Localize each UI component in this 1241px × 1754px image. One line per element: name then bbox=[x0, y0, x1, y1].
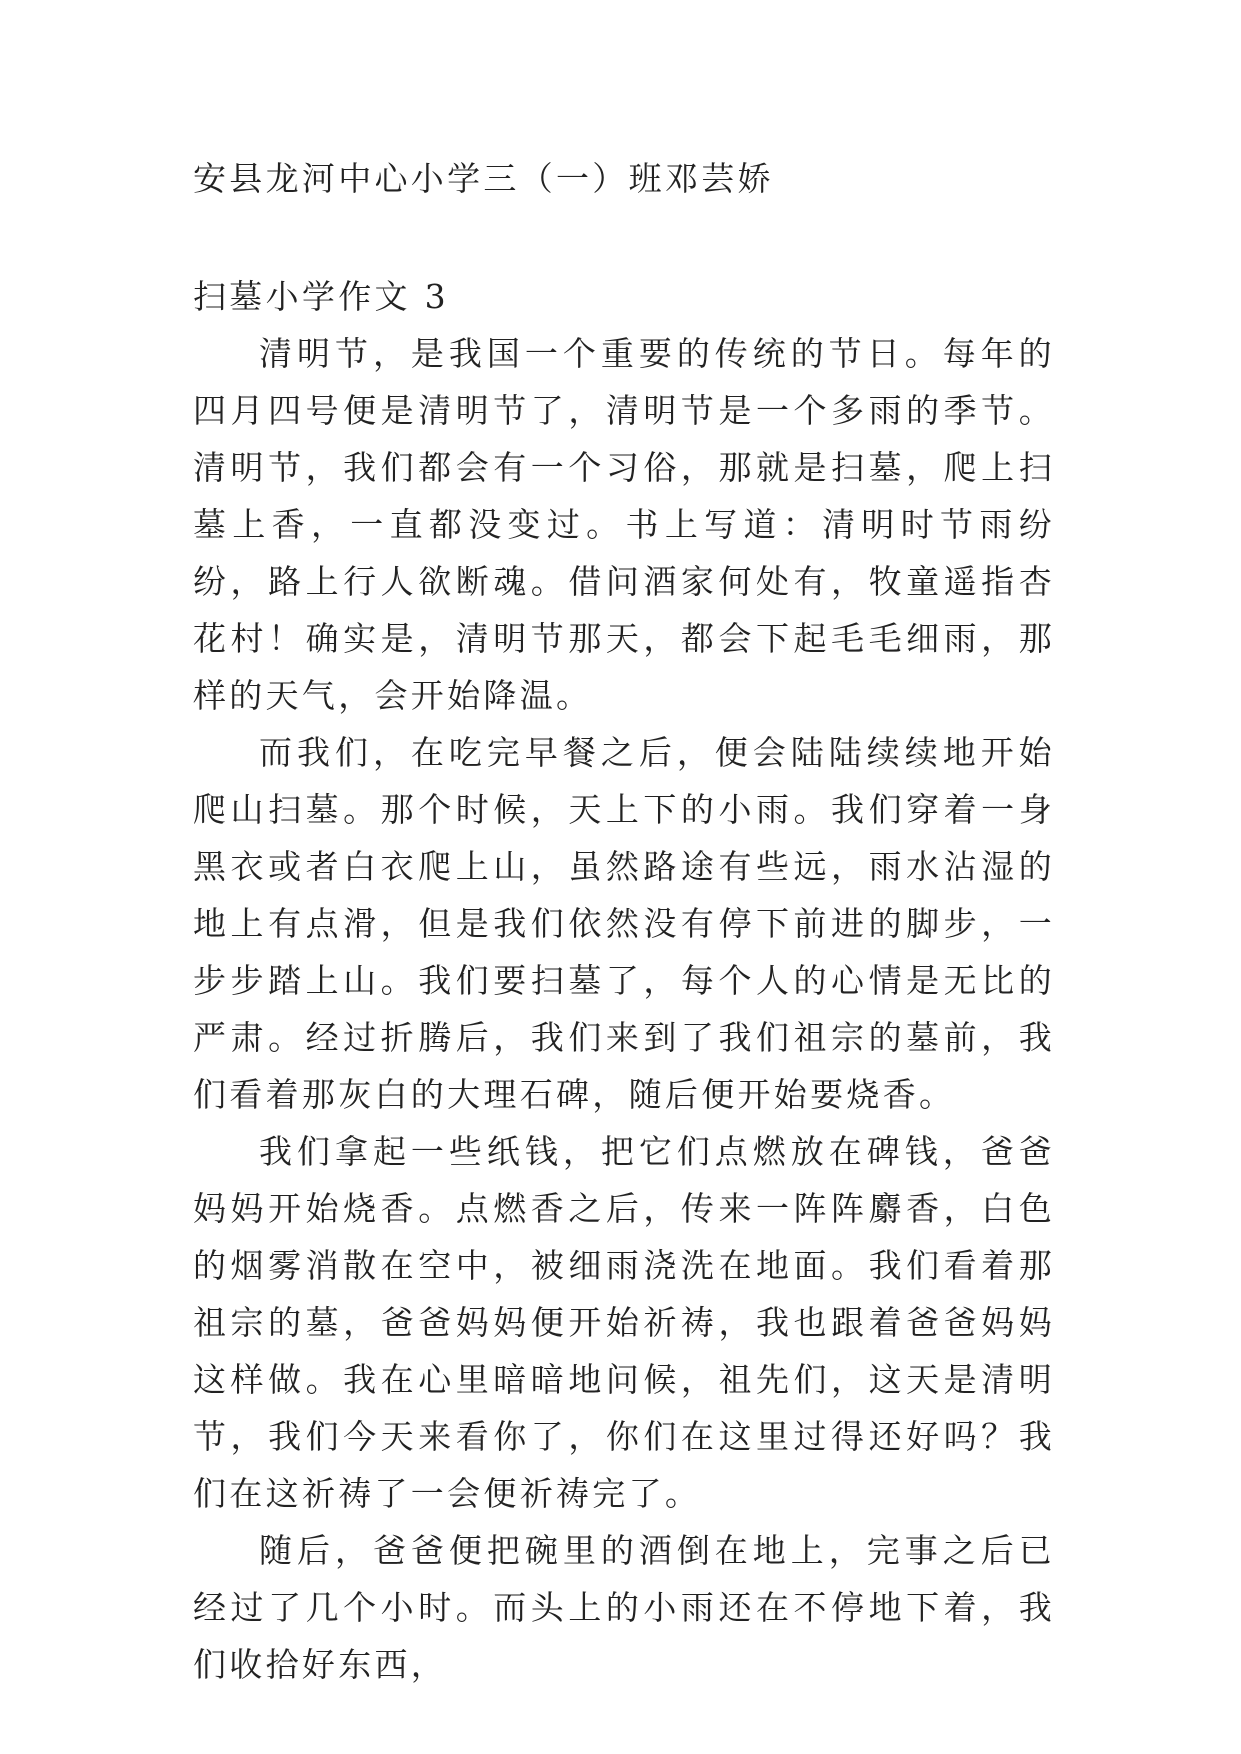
paragraph-3: 我们拿起一些纸钱，把它们点燃放在碑钱，爸爸妈妈开始烧香。点燃香之后，传来一阵阵麝香，白色的烟雾消散在空中，被细雨浇洗在地面。我们看着那祖宗的墓，爸爸妈妈便开始祈祷，我也跟着爸爸妈妈这样做。我在心里暗暗地问候，祖先们，这天是清明节，我们今天来看你了，你们在这里过得还好吗？我们在这祈祷了一会便祈祷完了。 bbox=[193, 1132, 1055, 1513]
paragraph-4: 随后，爸爸便把碗里的酒倒在地上，完事之后已经过了几个小时。而头上的小雨还在不停地下着，我们收拾好东西， bbox=[193, 1531, 1055, 1684]
essay-title: 扫墓小学作文 3 bbox=[193, 277, 449, 316]
author-line: 安县龙河中心小学三（一）班邓芸娇 bbox=[193, 159, 774, 198]
paragraph-2: 而我们，在吃完早餐之后，便会陆陆续续地开始爬山扫墓。那个时候，天上下的小雨。我们穿着一身黑衣或者白衣爬上山，虽然路途有些远，雨水沾湿的地上有点滑，但是我们依然没有停下前进的脚步，一步步踏上山。我们要扫墓了，每个人的心情是无比的严肃。经过折腾后，我们来到了我们祖宗的墓前，我们看着那灰白的大理石碑，随后便开始要烧香。 bbox=[193, 733, 1055, 1114]
document-body bbox=[193, 150, 1055, 1693]
paragraph-1: 清明节，是我国一个重要的传统的节日。每年的四月四号便是清明节了，清明节是一个多雨的季节。清明节，我们都会有一个习俗，那就是扫墓，爬上扫墓上香，一直都没变过。书上写道：清明时节雨纷纷，路上行人欲断魂。借问酒家何处有，牧童遥指杏花村！确实是，清明节那天，都会下起毛毛细雨，那样的天气，会开始降温。 bbox=[193, 334, 1055, 715]
